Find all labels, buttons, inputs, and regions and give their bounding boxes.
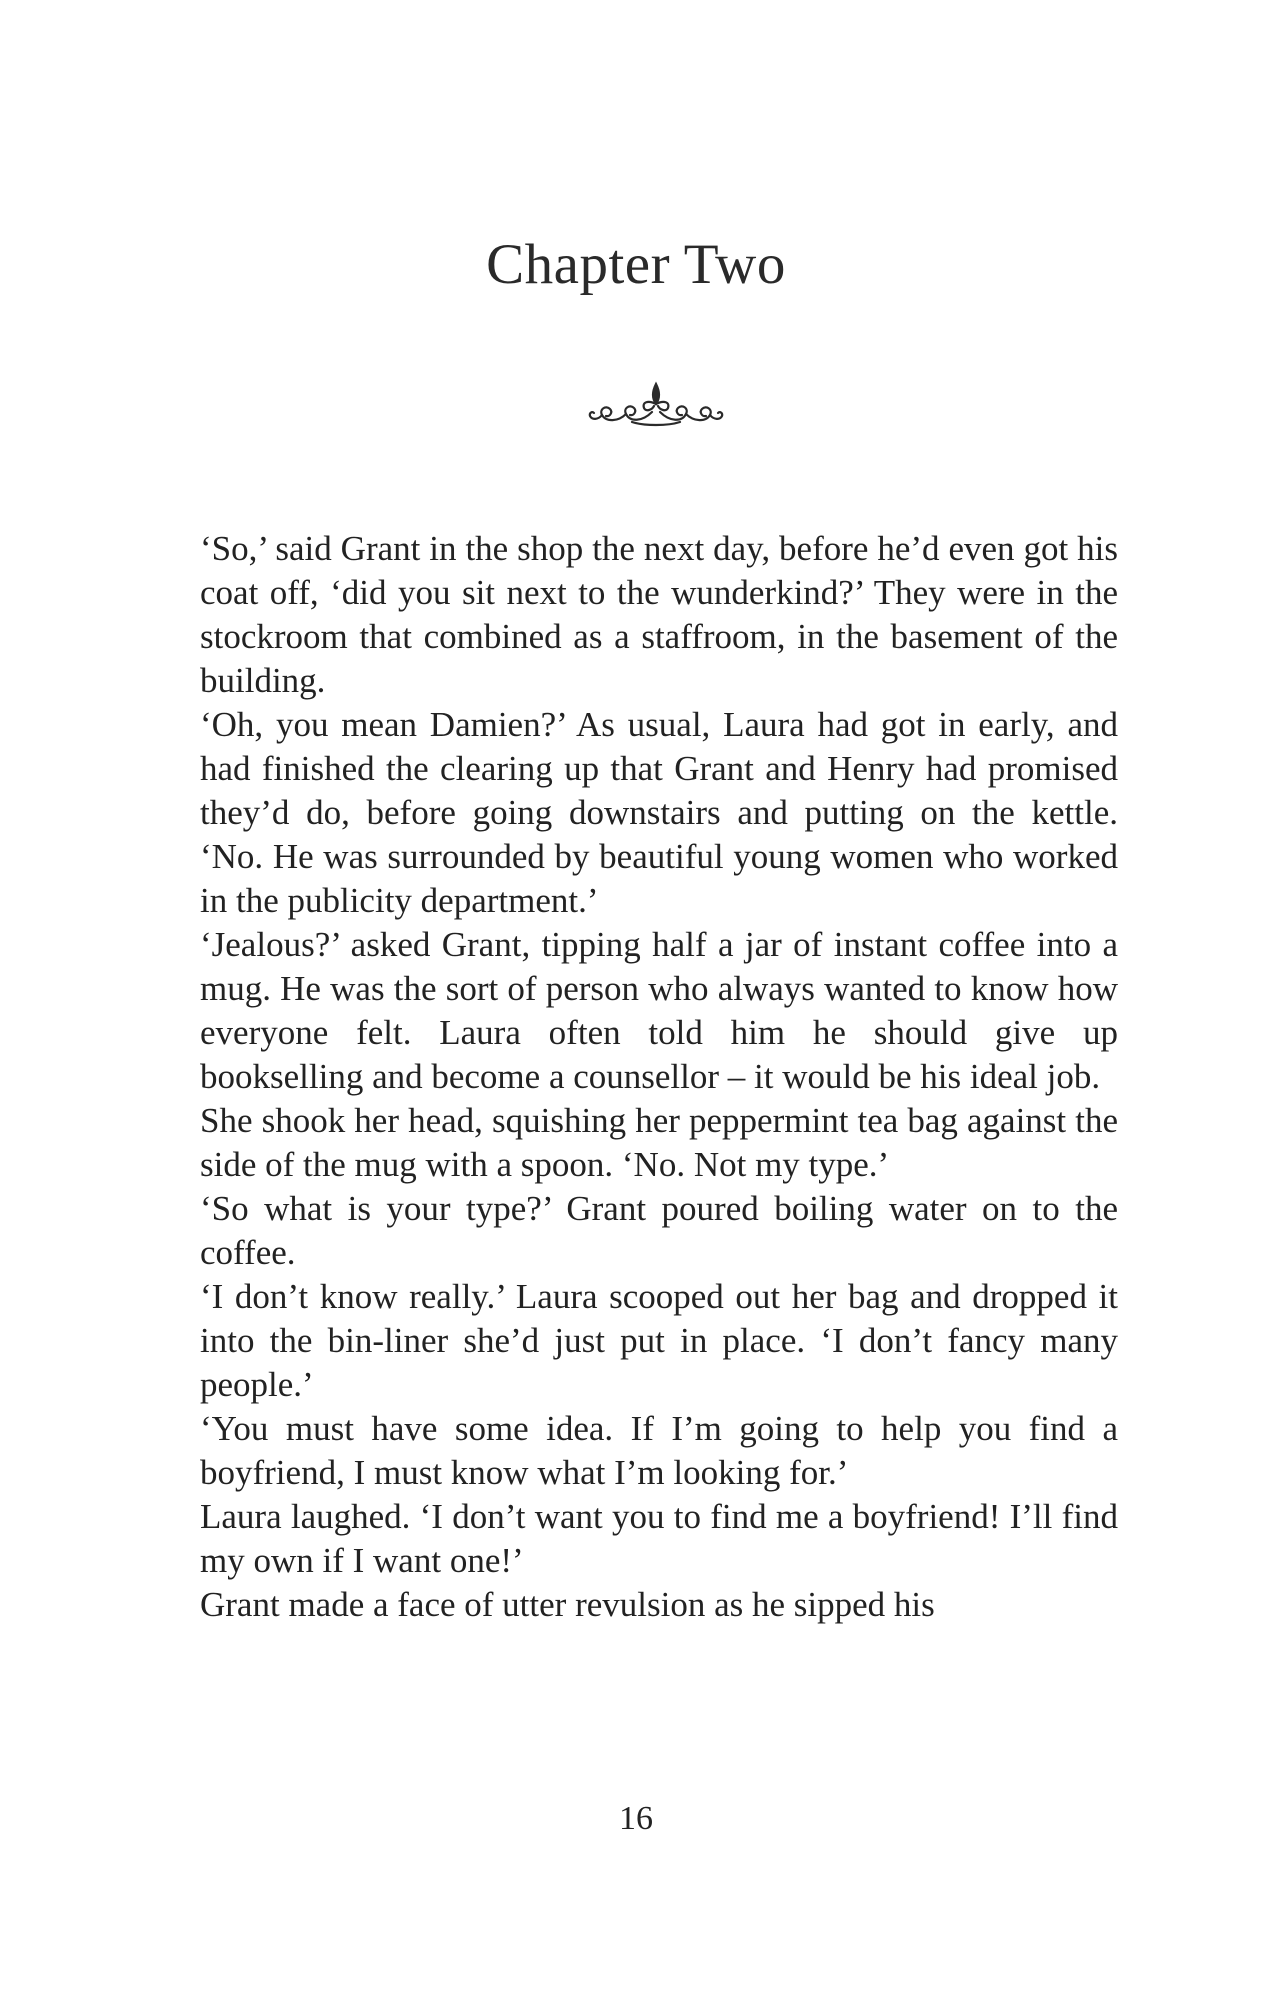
page-number: 16 xyxy=(619,1800,653,1837)
paragraph: ‘So what is your type?’ Grant poured boiling water on to the coffee. xyxy=(200,1189,1118,1272)
flourish-ornament-icon xyxy=(586,378,726,432)
paragraph: ‘Jealous?’ asked Grant, tipping half a jar of instant coffee into a mug. He was the sort of person who always wanted to know how everyone felt. Laura often told him he should give up bookselling and become a counsellor – it would be his ideal job. xyxy=(200,925,1118,1096)
chapter-body xyxy=(200,527,1118,1627)
chapter-title: Chapter Two xyxy=(486,233,786,296)
paragraph: ‘You must have some idea. If I’m going to help you find a boyfriend, I must know what I’m looking for.’ xyxy=(200,1409,1118,1492)
paragraph: ‘Oh, you mean Damien?’ As usual, Laura had got in early, and had finished the clearing up that Grant and Henry had promised they’d do, before going downstairs and putting on the kettle. ‘No. He was surrounded by beautiful young women who worked in the publicity department.’ xyxy=(200,705,1118,920)
paragraph: Grant made a face of utter revulsion as he sipped his xyxy=(200,1585,935,1624)
paragraph: She shook her head, squishing her peppermint tea bag against the side of the mug with a spoon. ‘No. Not my type.’ xyxy=(200,1101,1118,1184)
paragraph: Laura laughed. ‘I don’t want you to find me a boyfriend! I’ll find my own if I want one!’ xyxy=(200,1497,1118,1580)
paragraph: ‘I don’t know really.’ Laura scooped out her bag and dropped it into the bin-liner she’d just put in place. ‘I don’t fancy many people.’ xyxy=(200,1277,1118,1404)
paragraph: ‘So,’ said Grant in the shop the next day, before he’d even got his coat off, ‘did you sit next to the wunderkind?’ They were in the stockroom that combined as a staffroom, in the basement of the building. xyxy=(200,529,1118,700)
